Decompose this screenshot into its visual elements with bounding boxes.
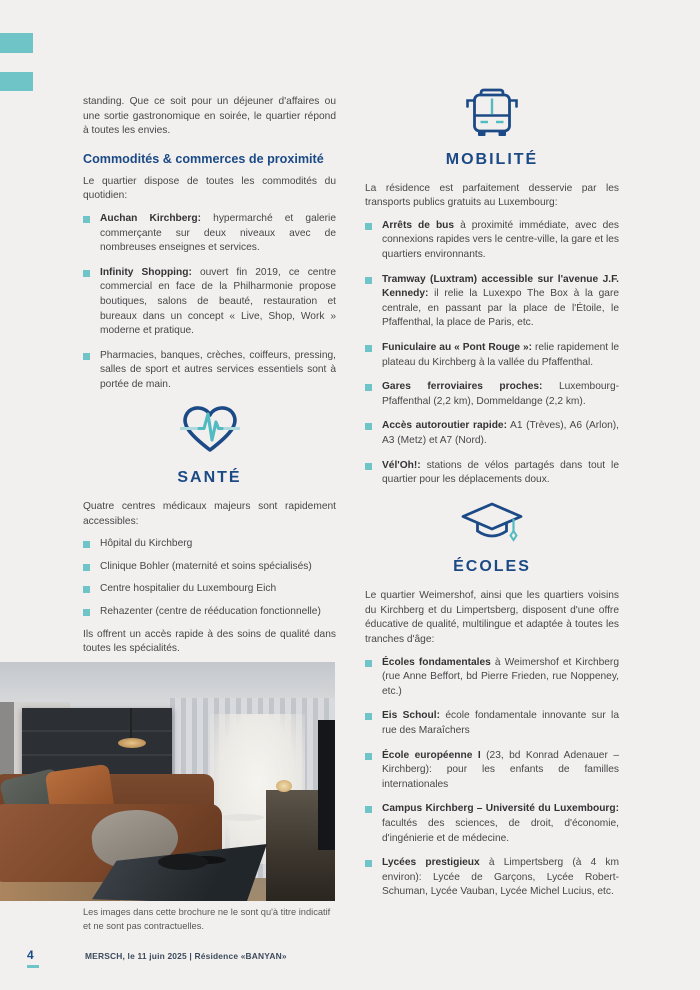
- list-item-lead: Arrêts de bus: [382, 219, 455, 231]
- list-item: [83, 582, 336, 597]
- list-item: [83, 605, 336, 620]
- commodities-list: [83, 212, 336, 393]
- list-item: [83, 212, 336, 256]
- list-item: [365, 709, 619, 738]
- list-item: [365, 341, 619, 370]
- list-item-lead: Écoles fondamentales: [382, 656, 491, 668]
- list-item-text: (23, bd Konrad Adenauer – Kirchberg): pour les enfants de familles internationales: [382, 749, 619, 790]
- sante-list: [83, 537, 336, 619]
- list-item: [83, 560, 336, 575]
- list-item-lead: Funiculaire au « Pont Rouge »:: [382, 341, 533, 353]
- photo-layer: [222, 814, 264, 821]
- list-item-text: à Limpertsberg (à 4 km environ): Lycée de Garçons, Lycée Robert-Schuman, Lycée Vauban, Lycée Michel Lucius, etc.: [382, 857, 619, 898]
- list-item-lead: Tramway (Luxtram) accessible sur l'avenue J.F. Kennedy:: [382, 273, 619, 300]
- list-item-text: stations de vélos partagés dans tout le quartier pour les déplacements doux.: [382, 459, 619, 486]
- list-item-text: Hôpital du Kirchberg: [100, 538, 193, 550]
- decor-teal-bar-bottom: [0, 72, 33, 91]
- list-item: [365, 273, 619, 331]
- mobilite-list: [365, 219, 619, 488]
- list-item: [365, 419, 619, 448]
- mobilite-icon-wrap: [365, 88, 619, 144]
- list-item-text: Luxembourg-Pfaffenthal (2,2 km), Dommeldange (2,2 km).: [382, 381, 619, 407]
- footer-text: MERSCH, le 11 juin 2025 | Résidence «BANYAN»: [85, 951, 287, 961]
- photo-layer: [276, 780, 292, 792]
- list-item: [365, 802, 619, 846]
- list-item-text: A1 (Trèves), A6 (Arlon), A3 (Metz) et A7 (Nord).: [382, 420, 619, 446]
- list-item: [365, 380, 619, 409]
- list-item: [365, 459, 619, 488]
- left-column: [83, 95, 336, 665]
- interior-photo: [0, 662, 335, 901]
- list-item-lead: Eis Schoul:: [382, 710, 440, 722]
- photo-caption: Les images dans cette brochure ne le sont qu'à titre indicatif et ne sont pas contractuelles.: [83, 907, 331, 931]
- list-item-lead: Vél'Oh!:: [382, 459, 421, 471]
- list-item-text: à proximité immédiate, avec des connexions rapides vers le centre-ville, la gare et les quartiers environnants.: [382, 219, 619, 260]
- list-item-text: Centre hospitalier du Luxembourg Eich: [100, 583, 277, 595]
- list-item-lead: Accès autoroutier rapide:: [382, 420, 507, 432]
- intro-paragraph: standing. Que ce soit pour un déjeuner d'affaires ou une sortie gastronomique en soirée, le quartier répond à toutes les envies.: [83, 96, 336, 137]
- list-item-text: école fondamentale innovante sur la rue des Maraîchers: [382, 710, 619, 737]
- bus-icon: [463, 88, 521, 138]
- list-item-text: il relie la Luxexpo The Box à la gare centrale, en passant par la place de l'Étoile, le Pfaffenthal, la place de Paris, etc.: [382, 288, 619, 329]
- list-item: [365, 656, 619, 700]
- list-item: [365, 856, 619, 900]
- list-item-text: hypermarché et galerie commerçante sur deux niveaux avec de nombreuses enseignes et services.: [100, 212, 336, 254]
- photo-layer: [158, 854, 208, 870]
- list-item-lead: École européenne I: [382, 749, 481, 761]
- sante-icon-wrap: [83, 403, 336, 463]
- list-item-text: facultés des sciences, de droit, d'économie, d'ingénierie et de médecine.: [382, 818, 619, 844]
- list-item-lead: Lycées prestigieux: [382, 857, 480, 869]
- ecoles-icon-wrap: [365, 502, 619, 552]
- mobilite-intro: La résidence est parfaitement desservie par les transports publics gratuits au Luxembourg:: [365, 182, 619, 209]
- list-item-text: à Weimershof et Kirchberg (rue Anne Beffort, bd Pierre Frieden, rue Noppeney, etc.): [382, 656, 619, 697]
- sante-intro: Quatre centres médicaux majeurs sont rapidement accessibles:: [83, 501, 336, 527]
- photo-layer: [318, 720, 335, 850]
- right-column: [365, 88, 619, 910]
- list-item-lead: Infinity Shopping:: [100, 266, 192, 278]
- list-item-text: relie rapidement le plateau du Kirchberg à la vallée du Pfaffenthal.: [382, 341, 619, 368]
- list-item: [365, 219, 619, 263]
- heart-pulse-icon: [180, 403, 240, 457]
- sante-title: SANTÉ: [177, 469, 242, 487]
- list-item-text: ouvert fin 2019, ce centre commercial en face de la Philharmonie propose boutiques, salons de beauté, restauration et bureaux dans un concept « Live, Shop, Work » moderne et pratique.: [100, 266, 337, 337]
- photo-layer: [118, 738, 146, 748]
- mobilite-title: MOBILITÉ: [445, 150, 539, 168]
- list-item-lead: Campus Kirchberg – Université du Luxembourg:: [382, 803, 619, 815]
- list-item-lead: Auchan Kirchberg:: [100, 212, 202, 224]
- ecoles-list: [365, 656, 619, 900]
- graduation-cap-icon: [460, 502, 524, 546]
- list-item: [83, 537, 336, 552]
- ecoles-title: ÉCOLES: [453, 558, 531, 576]
- sante-outro: Ils offrent un accès rapide à des soins de qualité dans toutes les spécialités.: [83, 628, 336, 655]
- list-item-text: Clinique Bohler (maternité et soins spécialisés): [100, 560, 312, 572]
- list-item-text: Pharmacies, banques, crèches, coiffeurs, pressing, salles de sport et autres services essentiels sont à portée de main.: [100, 349, 336, 390]
- commodities-intro: Le quartier dispose de toutes les commodités du quotidien:: [83, 175, 336, 202]
- list-item: [83, 266, 336, 339]
- list-item: [83, 349, 336, 393]
- page-number: 4: [27, 948, 39, 968]
- list-item: [365, 749, 619, 793]
- photo-layer: [130, 708, 132, 740]
- decor-teal-bar-top: [0, 33, 33, 53]
- list-item-lead: Gares ferroviaires proches:: [382, 381, 543, 393]
- commodities-heading: Commodités & commerces de proximité: [83, 151, 324, 166]
- ecoles-intro: Le quartier Weimershof, ainsi que les quartiers voisins du Kirchberg et du Limpertsberg, disposent d'une offre éducative de qualité, multilingue et adaptée à toutes les tranches d'âge:: [365, 590, 619, 646]
- list-item-text: Rehazenter (centre de rééducation fonctionnelle): [100, 606, 321, 618]
